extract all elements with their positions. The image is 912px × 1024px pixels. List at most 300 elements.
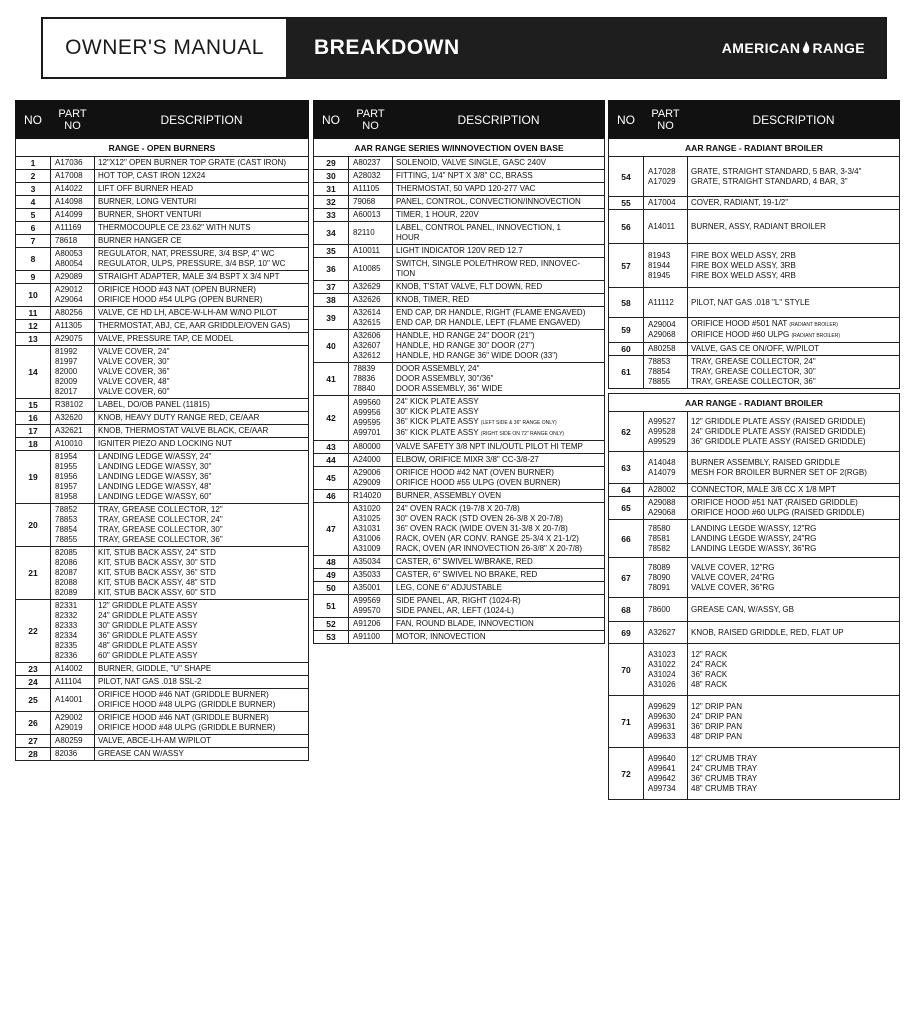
item-number: 30: [314, 170, 349, 183]
part-number: 78089: [648, 562, 671, 572]
part-number: A80054: [55, 259, 83, 268]
part-number-cell: [51, 284, 95, 307]
part-number: A99560: [353, 398, 381, 407]
part-number-cell: [349, 330, 393, 363]
item-number: 36: [314, 258, 349, 281]
description-cell: [393, 196, 605, 209]
item-number: 63: [609, 452, 644, 484]
description-cell: [688, 598, 900, 622]
part-number: A14048: [648, 457, 676, 467]
table-row: [314, 441, 605, 454]
description-line: CASTER, 6" SWIVEL NO BRAKE, RED: [396, 570, 538, 579]
part-number: A91206: [353, 619, 381, 628]
part-number-cell: [51, 689, 95, 712]
part-number-cell: [51, 504, 95, 547]
item-number: 27: [16, 735, 51, 748]
table-row: [314, 454, 605, 467]
item-number: 58: [609, 288, 644, 318]
part-number: A29019: [55, 723, 83, 732]
description-line: 24" RACK: [691, 659, 728, 669]
description-line: 48" GRIDDLE PLATE ASSY: [98, 641, 198, 650]
part-number: 78582: [648, 543, 671, 553]
part-number: A80053: [55, 249, 83, 258]
item-number: 10: [16, 284, 51, 307]
part-number-cell: [349, 582, 393, 595]
description-line: 48" CRUMB TRAY: [691, 783, 758, 793]
part-number-cell: [644, 244, 688, 288]
header-part-no: PART NO: [349, 101, 393, 139]
description-line: BURNER, ASSEMBLY OVEN: [396, 491, 502, 500]
table-row: [16, 209, 309, 222]
part-number-cell: [51, 735, 95, 748]
part-number: A14002: [55, 664, 83, 673]
description-note: (LEFT SIDE & 36" RANGE ONLY): [480, 420, 557, 426]
description-line: THERMOCOUPLE CE 23.62" WITH NUTS: [98, 223, 251, 232]
part-number: A32627: [648, 627, 676, 637]
brand-name-part1: AMERICAN: [721, 40, 801, 56]
item-number: 48: [314, 556, 349, 569]
item-number: 50: [314, 582, 349, 595]
table-row: [16, 663, 309, 676]
part-number-cell: [349, 196, 393, 209]
item-number: 18: [16, 438, 51, 451]
description-line: 36" KICK PLATE ASSY: [396, 428, 479, 437]
table-row: [609, 696, 900, 748]
description-line: TRAY, GREASE COLLECTOR, 24": [691, 357, 816, 366]
part-number: A11104: [55, 677, 82, 686]
part-number: A17008: [55, 171, 83, 180]
item-number: 1: [16, 157, 51, 170]
description-line: RACK, OVEN (AR CONV. RANGE 25-3/4 X 21-1/2): [396, 534, 579, 543]
part-number: 78600: [648, 604, 671, 614]
part-number-cell: [51, 712, 95, 735]
table-row: [16, 676, 309, 689]
description-cell: [95, 451, 309, 504]
part-number-cell: [51, 438, 95, 451]
description-line: FIRE BOX WELD ASSY, 2RB: [691, 250, 796, 260]
description-line: ORIFICE HOOD #48 ULPG (GRIDDLE BURNER): [98, 723, 276, 732]
item-number: 39: [314, 307, 349, 330]
description-line: 30" OVEN RACK (STD OVEN 26-3/8 X 20-7/8): [396, 514, 563, 523]
part-number: A29075: [55, 334, 83, 343]
item-number: 8: [16, 248, 51, 271]
description-line: 24" OVEN RACK (19-7/8 X 20-7/8): [396, 504, 520, 513]
part-number: A14001: [55, 695, 83, 704]
part-number: A80258: [648, 344, 676, 353]
description-line: LABEL, DO/OB PANEL (11815): [98, 400, 210, 409]
table-row: [16, 438, 309, 451]
description-line: HANDLE, HD RANGE 24" DOOR (21"): [396, 331, 535, 340]
part-number: A31031: [353, 524, 381, 533]
part-number-cell: [349, 294, 393, 307]
table-row: [314, 503, 605, 556]
table-header-row: [16, 101, 309, 139]
part-number: 78618: [55, 236, 78, 245]
part-number: A29068: [648, 330, 676, 339]
description-line: ORIFICE HOOD #48 ULPG (GRIDDLE BURNER): [98, 700, 276, 709]
header-bar: [286, 19, 885, 77]
description-cell: [95, 412, 309, 425]
description-line: ORIFICE HOOD #51 NAT (RAISED GRIDDLE): [691, 498, 858, 507]
part-number: 78090: [648, 572, 671, 582]
description-cell: [393, 157, 605, 170]
description-line: RACK, OVEN (AR INNOVECTION 26-3/8" X 20-7/8): [396, 544, 582, 553]
table-row: [314, 595, 605, 618]
item-number: 2: [16, 170, 51, 183]
part-number: 78091: [648, 582, 671, 592]
description-note: (RIGHT SIDE ON 72" RANGE ONLY): [480, 431, 565, 437]
table-row: [16, 735, 309, 748]
part-number: A80237: [353, 158, 381, 167]
part-number-cell: [51, 451, 95, 504]
item-number: 67: [609, 558, 644, 598]
description-line: KIT, STUB BACK ASSY, 48" STD: [98, 578, 216, 587]
table-row: [609, 452, 900, 484]
table-row: [314, 258, 605, 281]
part-number: A28032: [353, 171, 381, 180]
part-number-cell: [644, 288, 688, 318]
part-number: A29012: [55, 285, 83, 294]
description-cell: [95, 222, 309, 235]
table-row: [314, 330, 605, 363]
table-row: [314, 170, 605, 183]
table-header-row: [609, 101, 900, 139]
table-row: [609, 197, 900, 210]
description-line: ORIFICE HOOD #55 ULPG (OVEN BURNER): [396, 478, 561, 487]
part-number: 78855: [55, 535, 78, 544]
part-number-cell: [51, 412, 95, 425]
part-number: A31025: [353, 514, 381, 523]
part-number: A29002: [55, 713, 83, 722]
description-line: SOLENOID, VALVE SINGLE, GASC 240V: [396, 158, 546, 167]
header-no: NO: [16, 101, 51, 139]
parts-column-1: [15, 100, 309, 761]
table-row: [314, 245, 605, 258]
item-number: 15: [16, 399, 51, 412]
part-number-cell: [51, 248, 95, 271]
description-line: ORIFICE HOOD #60 ULPG (RAISED GRIDDLE): [691, 508, 865, 517]
description-cell: [95, 735, 309, 748]
item-number: 13: [16, 333, 51, 346]
table-row: [16, 600, 309, 663]
section-title: BREAKDOWN: [314, 36, 460, 59]
description-line: PANEL, CONTROL, CONVECTION/INNOVECTION: [396, 197, 581, 206]
description-line: VALVE COVER, 36": [98, 367, 170, 376]
part-number: A32614: [353, 308, 381, 317]
description-cell: [95, 235, 309, 248]
item-number: 53: [314, 631, 349, 644]
part-number: R14020: [353, 491, 382, 500]
table-row: [16, 399, 309, 412]
description-line: BURNER, SHORT VENTURI: [98, 210, 202, 219]
table-row: [609, 644, 900, 696]
description-line: END CAP, DR HANDLE, RIGHT (FLAME ENGAVED): [396, 308, 586, 317]
part-number: 82085: [55, 548, 78, 557]
description-line: 24" GRIDDLE PLATE ASSY (RAISED GRIDDLE): [691, 426, 866, 436]
brand-name-part2: RANGE: [812, 40, 865, 56]
part-number-cell: [644, 157, 688, 197]
part-number-cell: [51, 676, 95, 689]
description-line: VALVE SAFETY 3/8 NPT INL/OUTL PILOT HI TEMP: [396, 442, 583, 451]
section-title: AAR RANGE - RADIANT BROILER: [609, 139, 900, 157]
part-number: A29004: [648, 320, 676, 329]
part-number: 81945: [648, 270, 671, 280]
description-line: KIT, STUB BACK ASSY, 36" STD: [98, 568, 216, 577]
description-line: HOUR: [396, 233, 420, 242]
part-number: 81944: [648, 260, 671, 270]
description-line: 36" KICK PLATE ASSY: [396, 417, 479, 426]
description-line: VALVE COVER, 60": [98, 387, 170, 396]
part-number: 82332: [55, 611, 78, 620]
part-number: A99633: [648, 731, 676, 741]
part-number-cell: [51, 320, 95, 333]
part-number-cell: [349, 569, 393, 582]
part-number: A32629: [353, 282, 381, 291]
part-number-cell: [349, 157, 393, 170]
item-number: 37: [314, 281, 349, 294]
description-line: 60" GRIDDLE PLATE ASSY: [98, 651, 198, 660]
part-number: A17004: [648, 198, 676, 207]
table-row: [609, 343, 900, 356]
part-number: A31020: [353, 504, 381, 513]
flame-icon: [802, 41, 810, 55]
part-number: 81958: [55, 492, 78, 501]
description-cell: [95, 248, 309, 271]
part-number: 82009: [55, 377, 78, 386]
description-line: 12" GRIDDLE PLATE ASSY (RAISED GRIDDLE): [691, 416, 866, 426]
description-line: ORIFICE HOOD #501 NAT: [691, 319, 788, 328]
item-number: 26: [16, 712, 51, 735]
description-line: HOT TOP, CAST IRON 12X24: [98, 171, 206, 180]
part-number: A10010: [55, 439, 83, 448]
header-part-no: PART NO: [644, 101, 688, 139]
description-line: FITTING, 1/4" NPT X 3/8" CC, BRASS: [396, 171, 533, 180]
part-number-cell: [644, 598, 688, 622]
table-row: [16, 748, 309, 761]
part-number: A99569: [353, 596, 381, 605]
part-number: A60013: [353, 210, 381, 219]
manual-title: OWNER'S MANUAL: [65, 36, 264, 59]
part-number: 82331: [55, 601, 78, 610]
part-number-cell: [644, 412, 688, 452]
part-number-cell: [349, 170, 393, 183]
description-line: GREASE CAN W/ASSY: [98, 749, 184, 758]
description-cell: [688, 484, 900, 497]
part-number: A99956: [353, 408, 381, 417]
part-number: A99641: [648, 763, 676, 773]
part-number-cell: [644, 520, 688, 558]
table-row: [609, 157, 900, 197]
part-number: 82036: [55, 749, 78, 758]
item-number: 56: [609, 210, 644, 244]
item-number: 34: [314, 222, 349, 245]
part-number: A80256: [55, 308, 83, 317]
item-number: 55: [609, 197, 644, 210]
description-cell: [393, 222, 605, 245]
item-number: 71: [609, 696, 644, 748]
description-line: BURNER, LONG VENTURI: [98, 197, 197, 206]
description-line: GRATE, STRAIGHT STANDARD, 5 BAR, 3-3/4": [691, 166, 862, 176]
description-line: 24" KICK PLATE ASSY: [396, 397, 479, 406]
description-cell: [393, 330, 605, 363]
part-number-cell: [349, 490, 393, 503]
table-row: [16, 235, 309, 248]
part-number: 78840: [353, 384, 376, 393]
description-line: LANDING LEDGE W/ASSY, 24": [98, 452, 212, 461]
parts-column-3: [608, 100, 900, 800]
description-cell: [688, 497, 900, 520]
description-cell: [688, 558, 900, 598]
part-number: A99529: [648, 436, 676, 446]
description-line: ORIFICE HOOD #46 NAT (GRIDDLE BURNER): [98, 713, 269, 722]
part-number: A32626: [353, 295, 381, 304]
item-number: 16: [16, 412, 51, 425]
part-number-cell: [51, 346, 95, 399]
part-number: 82334: [55, 631, 78, 640]
description-line: DOOR ASSEMBLY, 24": [396, 364, 480, 373]
part-number: 78853: [648, 357, 671, 366]
brand-logo: [722, 40, 865, 56]
item-number: 40: [314, 330, 349, 363]
description-line: LANDING LEDGE W/ASSY, 36": [98, 472, 212, 481]
section-header-row: [314, 139, 605, 157]
item-number: 9: [16, 271, 51, 284]
item-number: 52: [314, 618, 349, 631]
description-line: TRAY, GREASE COLLECTOR, 36": [691, 377, 816, 386]
description-cell: [688, 197, 900, 210]
description-cell: [393, 441, 605, 454]
description-line: FAN, ROUND BLADE, INNOVECTION: [396, 619, 534, 628]
description-line: TIMER, 1 HOUR, 220V: [396, 210, 479, 219]
part-number: A32620: [55, 413, 83, 422]
description-line: GRATE, STRAIGHT STANDARD, 4 BAR, 3": [691, 176, 848, 186]
table-row: [314, 281, 605, 294]
part-number: A29068: [648, 508, 676, 517]
part-number: A91100: [353, 632, 380, 641]
item-number: 3: [16, 183, 51, 196]
part-number-cell: [644, 484, 688, 497]
description-line: SWITCH, SINGLE POLE/THROW RED, INNOVEC-: [396, 259, 581, 268]
description-cell: [95, 504, 309, 547]
part-number: A99734: [648, 783, 676, 793]
item-number: 31: [314, 183, 349, 196]
part-number-cell: [349, 595, 393, 618]
description-line: VALVE, CE HD LH, ABCE-W-LH-AM W/NO PILOT: [98, 308, 278, 317]
part-number-cell: [644, 343, 688, 356]
part-number-cell: [349, 363, 393, 396]
item-number: 17: [16, 425, 51, 438]
description-cell: [95, 271, 309, 284]
part-number: 79068: [353, 197, 376, 206]
part-number: A99629: [648, 701, 676, 711]
part-number-cell: [644, 318, 688, 343]
part-number-cell: [51, 399, 95, 412]
header-description: DESCRIPTION: [688, 101, 900, 139]
description-cell: [95, 284, 309, 307]
part-number: A99595: [353, 418, 381, 427]
item-number: 41: [314, 363, 349, 396]
description-cell: [393, 294, 605, 307]
part-number: 81997: [55, 357, 78, 366]
description-cell: [688, 644, 900, 696]
item-number: 24: [16, 676, 51, 689]
part-number: A32606: [353, 331, 381, 340]
table-row: [16, 307, 309, 320]
description-line: REGULATOR, ULPS, PRESSURE, 3/4 BSP, 10" WC: [98, 259, 286, 268]
description-cell: [95, 399, 309, 412]
part-number: 81954: [55, 452, 78, 461]
part-number-cell: [349, 307, 393, 330]
part-number: A31009: [353, 544, 381, 553]
part-number: A14099: [55, 210, 83, 219]
description-cell: [688, 343, 900, 356]
part-number: 82333: [55, 621, 78, 630]
description-line: 24" GRIDDLE PLATE ASSY: [98, 611, 198, 620]
part-number: 78854: [55, 525, 78, 534]
part-number: 78580: [648, 523, 671, 533]
item-number: 35: [314, 245, 349, 258]
item-number: 14: [16, 346, 51, 399]
description-line: 36" OVEN RACK (WIDE OVEN 31-3/8 X 20-7/8): [396, 524, 568, 533]
section-title: AAR RANGE SERIES W/INNOVECTION OVEN BASE: [314, 139, 605, 157]
table-row: [314, 222, 605, 245]
section-header-row: [609, 394, 900, 412]
part-number-cell: [349, 467, 393, 490]
description-line: REGULATOR, NAT, PRESSURE, 3/4 BSP, 4" WC: [98, 249, 275, 258]
table-row: [609, 412, 900, 452]
part-number-cell: [51, 600, 95, 663]
part-number: A99701: [353, 428, 381, 437]
description-cell: [688, 157, 900, 197]
description-line: BURNER, ASSY, RADIANT BROILER: [691, 221, 826, 231]
description-note: (RADIANT BROILER): [791, 333, 841, 339]
part-number: A31022: [648, 659, 676, 669]
description-line: BURNER HANGER CE: [98, 236, 182, 245]
description-cell: [393, 170, 605, 183]
description-line: MOTOR, INNOVECTION: [396, 632, 486, 641]
description-cell: [95, 209, 309, 222]
description-line: SIDE PANEL, AR, LEFT (1024-L): [396, 606, 514, 615]
description-line: 48" DRIP PAN: [691, 731, 743, 741]
part-number: 78855: [648, 377, 671, 386]
header-part-no: PART NO: [51, 101, 95, 139]
description-cell: [95, 307, 309, 320]
part-number: A17029: [648, 176, 676, 186]
description-line: 36" DRIP PAN: [691, 721, 743, 731]
description-line: CASTER, 6" SWIVEL W/BRAKE, RED: [396, 557, 533, 566]
description-line: HANDLE, HD RANGE 30" DOOR (27"): [396, 341, 535, 350]
item-number: 51: [314, 595, 349, 618]
description-cell: [95, 333, 309, 346]
table-row: [314, 294, 605, 307]
part-number: A35034: [353, 557, 381, 566]
description-line: LANDING LEDGE W/ASSY, 48": [98, 482, 212, 491]
table-row: [314, 157, 605, 170]
table-row: [609, 484, 900, 497]
part-number: 82335: [55, 641, 78, 650]
table-row: [16, 712, 309, 735]
description-line: BURNER, GIDDLE, "U" SHAPE: [98, 664, 212, 673]
item-number: 49: [314, 569, 349, 582]
description-line: 30" GRIDDLE PLATE ASSY: [98, 621, 198, 630]
part-number: 82017: [55, 387, 78, 396]
table-row: [16, 271, 309, 284]
part-number: 82086: [55, 558, 78, 567]
table-row: [314, 582, 605, 595]
description-cell: [393, 245, 605, 258]
description-cell: [95, 676, 309, 689]
description-cell: [393, 569, 605, 582]
